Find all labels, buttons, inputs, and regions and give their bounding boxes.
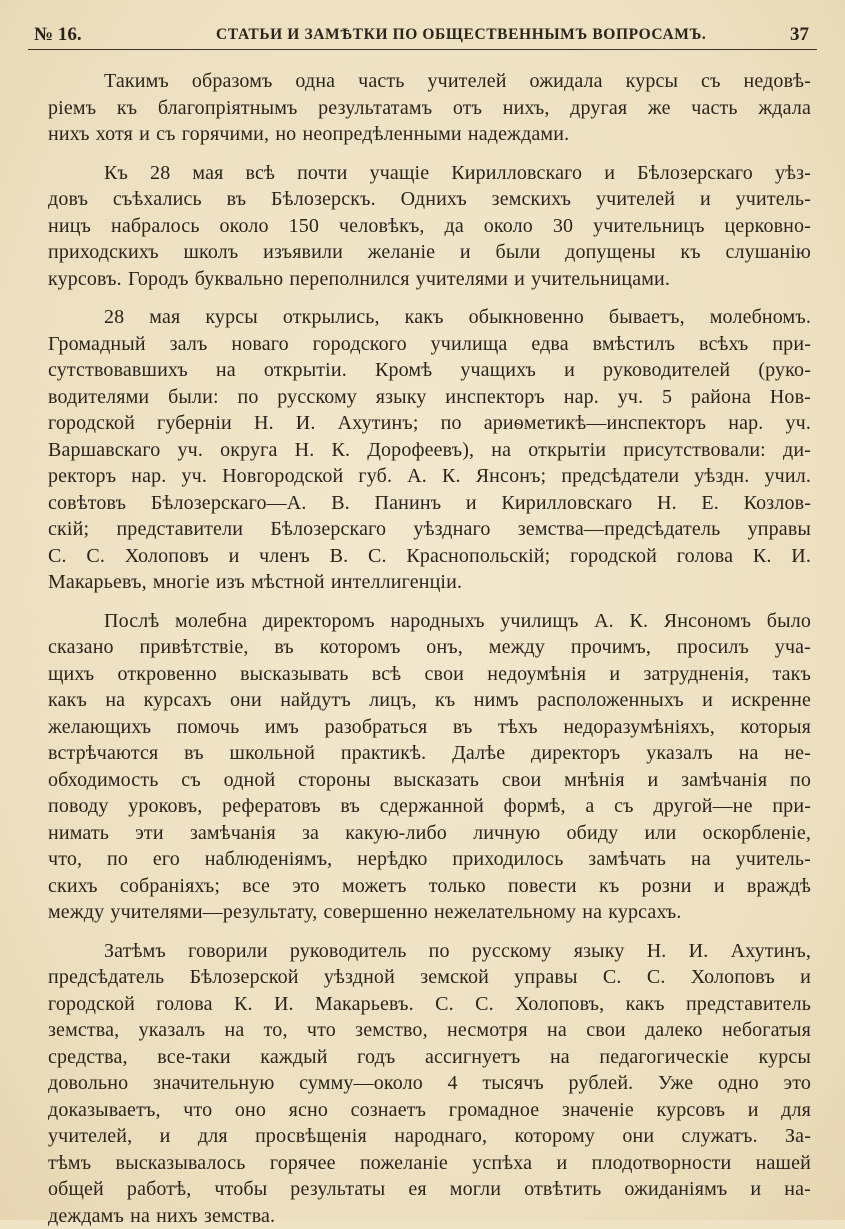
text-line: Такимъ образомъ одна часть учителей ожидала курсы съ недовѣ- [48, 68, 811, 95]
page-number: 37 [790, 24, 809, 46]
text-line: совѣтовъ Бѣлозерскаго—А. В. Панинъ и Кирилловскаго Н. Е. Козлов- [48, 490, 811, 517]
text-line: обходимость съ одной стороны высказать свои мнѣнія и замѣчанія по [48, 767, 811, 794]
paragraph-4 [48, 608, 811, 926]
text-line: городской губерніи Н. И. Ахутинъ; по ариѳметикѣ—инспекторъ нар. уч. [48, 410, 811, 437]
section-title: СТАТЬИ И ЗАМѢТКИ ПО ОБЩЕСТВЕННЫМЪ ВОПРОСАМЪ. [216, 26, 706, 44]
paragraph-2 [48, 160, 811, 293]
text-line: деждамъ на нихъ земства. [48, 1203, 811, 1229]
text-line: Громадный залъ новаго городского училища едва вмѣстилъ всѣхъ при- [48, 331, 811, 358]
text-line: между учителями—результату, совершенно нежелательному на курсахъ. [48, 899, 811, 926]
text-line: нимать эти замѣчанія за какую-либо личную обиду или оскорбленіе, [48, 820, 811, 847]
text-line: 28 мая курсы открылись, какъ обыкновенно бываетъ, молебномъ. [48, 304, 811, 331]
text-line: учителей, и для просвѣщенія народнаго, которому они служатъ. За- [48, 1123, 811, 1150]
text-line: ницъ набралось около 150 человѣкъ, да около 30 учительницъ церковно- [48, 213, 811, 240]
text-line: приходскихъ школъ изъявили желаніе и были допущены къ слушанію [48, 239, 811, 266]
text-line: поводу уроковъ, рефератовъ въ сдержанной формѣ, а съ другой—не при- [48, 793, 811, 820]
text-line: земства, указалъ на то, что земство, несмотря на свои далеко небогатыя [48, 1017, 811, 1044]
text-line: Къ 28 мая всѣ почти учащіе Кирилловскаго и Бѣлозерскаго уѣз- [48, 160, 811, 187]
text-line: сутствовавшихъ на открытіи. Кромѣ учащихъ и руководителей (руко- [48, 357, 811, 384]
text-line: щихъ откровенно высказывать всѣ свои недоумѣнія и затрудненія, такъ [48, 661, 811, 688]
text-line: Затѣмъ говорили руководитель по русскому языку Н. И. Ахутинъ, [48, 938, 811, 965]
text-line: ректоръ нар. уч. Новгородской губ. А. К. Янсонъ; предсѣдатели уѣздн. учил. [48, 463, 811, 490]
text-line: сказано привѣтствіе, въ которомъ онъ, между прочимъ, просилъ уча- [48, 634, 811, 661]
text-line: курсовъ. Городъ буквально переполнился учителями и учительницами. [48, 266, 811, 293]
text-line: Макарьевъ, многіе изъ мѣстной интеллигенціи. [48, 569, 811, 596]
text-line: тѣмъ высказывалось горячее пожеланіе успѣха и плодотворности нашей [48, 1150, 811, 1177]
text-line: Варшавскаго уч. округа Н. К. Дорофеевъ), на открытіи присутствовали: ди- [48, 437, 811, 464]
text-line: какъ на курсахъ они найдутъ лицъ, къ нимъ расположенныхъ и искренне [48, 687, 811, 714]
text-line: скихъ собраніяхъ; все это можетъ только повести къ розни и враждѣ [48, 873, 811, 900]
text-line: С. С. Холоповъ и членъ В. С. Краснопольскій; городской голова К. И. [48, 543, 811, 570]
text-line: что, по его наблюденіямъ, нерѣдко приходилось замѣчать на учитель- [48, 846, 811, 873]
header-rule [28, 49, 817, 50]
text-line: встрѣчаются въ школьной практикѣ. Далѣе директоръ указалъ на не- [48, 740, 811, 767]
text-line: Послѣ молебна директоромъ народныхъ училищъ А. К. Янсономъ было [48, 608, 811, 635]
paragraph-1 [48, 68, 811, 148]
running-header [34, 20, 809, 50]
issue-number: № 16. [34, 24, 82, 46]
text-line: доказываетъ, что оно ясно сознаетъ громадное значеніе курсовъ и для [48, 1097, 811, 1124]
text-line: водителями были: по русскому языку инспекторъ нар. уч. 5 района Нов- [48, 384, 811, 411]
paragraph-5 [48, 938, 811, 1229]
text-line: довъ съѣхались въ Бѣлозерскъ. Однихъ земскихъ учителей и учитель- [48, 186, 811, 213]
text-line: предсѣдатель Бѣлозерской уѣздной земской управы С. С. Холоповъ и [48, 964, 811, 991]
text-line: скій; представители Бѣлозерскаго уѣзднаго земства—предсѣдатель управы [48, 516, 811, 543]
text-line: нихъ хотя и съ горячими, но неопредѣленными надеждами. [48, 121, 811, 148]
text-line: средства, все-таки каждый годъ ассигнуетъ на педагогическіе курсы [48, 1044, 811, 1071]
text-line: ріемъ къ благопріятнымъ результатамъ отъ нихъ, другая же часть ждала [48, 95, 811, 122]
text-line: желающихъ помочь имъ разобраться въ тѣхъ недоразумѣніяхъ, которыя [48, 714, 811, 741]
text-line: городской голова К. И. Макарьевъ. С. С. Холоповъ, какъ представитель [48, 991, 811, 1018]
article-body [48, 68, 811, 1229]
paragraph-3 [48, 304, 811, 596]
text-line: довольно значительную сумму—около 4 тысячъ рублей. Уже одно это [48, 1070, 811, 1097]
text-line: общей работѣ, чтобы результаты ея могли отвѣтить ожиданіямъ и на- [48, 1176, 811, 1203]
